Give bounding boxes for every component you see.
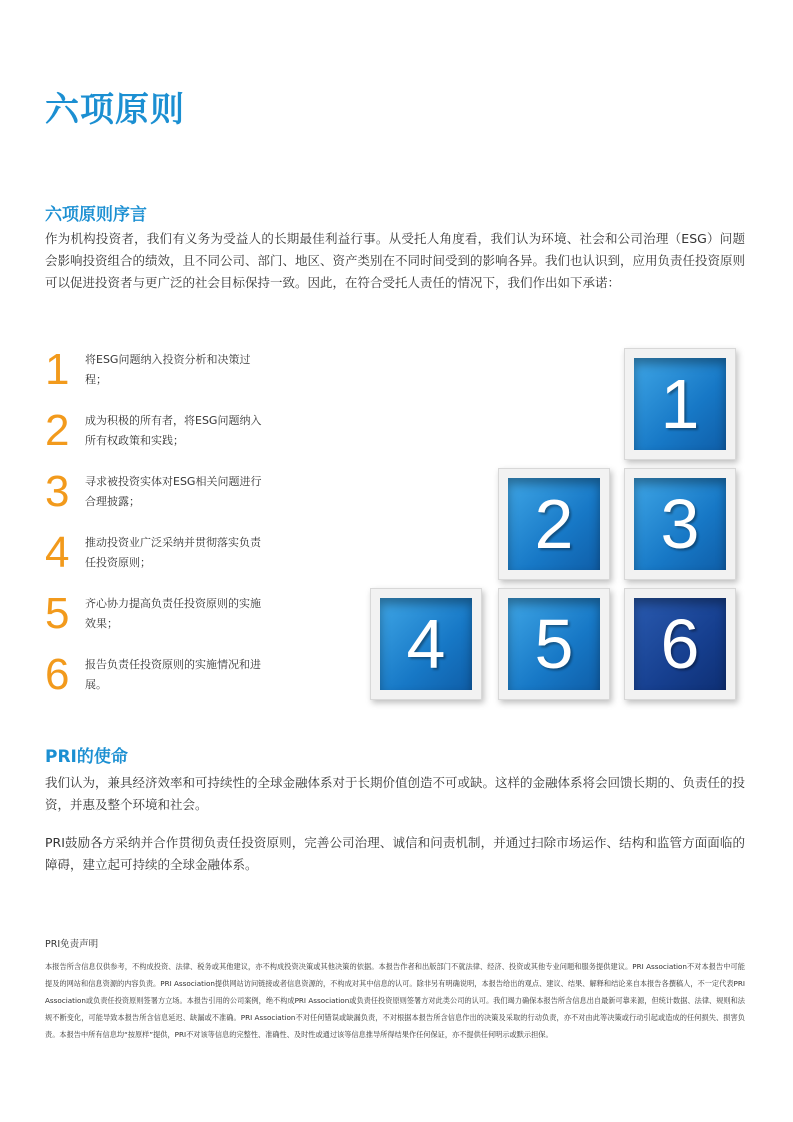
principle-text: 将ESG问题纳入投资分析和决策过程； — [85, 353, 251, 386]
preamble-heading: 六项原则序言 — [45, 205, 147, 225]
page-title: 六项原则 — [45, 90, 185, 130]
mission-heading: PRI的使命 — [45, 747, 128, 767]
principle-text: 齐心协力提高负责任投资原则的实施效果； — [85, 597, 261, 630]
principle-text: 报告负责任投资原则的实施情况和进展。 — [85, 658, 261, 691]
principle-text: 推动投资业广泛采纳并贯彻落实负责任投资原则； — [85, 536, 261, 569]
principle-number: 6 — [45, 650, 70, 699]
block-digit: 3 — [634, 478, 726, 570]
principle-number: 5 — [45, 589, 70, 638]
number-block-1 — [624, 348, 736, 460]
block-digit: 6 — [634, 598, 726, 690]
block-digit: 1 — [634, 358, 726, 450]
principle-item — [45, 345, 275, 409]
principle-item — [45, 650, 275, 714]
mission-paragraph-1: 我们认为，兼具经济效率和可持续性的全球金融体系对于长期价值创造不可或缺。这样的金融体系将会回馈长期的、负责任的投资，并惠及整个环境和社会。 — [45, 775, 746, 812]
principle-item — [45, 467, 275, 531]
number-block-3 — [624, 468, 736, 580]
principle-item — [45, 406, 275, 470]
disclaimer-title: PRI免责声明 — [45, 939, 99, 950]
principle-item — [45, 589, 275, 653]
block-digit: 5 — [508, 598, 600, 690]
principle-number: 3 — [45, 467, 70, 516]
preamble-text: 作为机构投资者，我们有义务为受益人的长期最佳利益行事。从受托人角度看，我们认为环境、社会和公司治理（ESG）问题会影响投资组合的绩效，且不同公司、部门、地区、资产类别在不同时间受到的影响各异。我们也认识到，应用负责任投资原则可以促进投资者与更广泛的社会目标保持一致。因此，在符合受托人责任的情况下，我们作出如下承诺： — [45, 231, 746, 290]
principle-number: 4 — [45, 528, 70, 577]
mission-paragraph-2: PRI鼓励各方采纳并合作贯彻负责任投资原则，完善公司治理、诚信和问责机制，并通过扫除市场运作、结构和监管方面面临的障碍，建立起可持续的全球金融体系。 — [45, 835, 745, 872]
number-block-2 — [498, 468, 610, 580]
principle-number: 2 — [45, 406, 70, 455]
block-digit: 4 — [380, 598, 472, 690]
principle-text: 成为积极的所有者，将ESG问题纳入所有权政策和实践； — [85, 414, 262, 447]
number-block-5 — [498, 588, 610, 700]
disclaimer-text: 本报告所含信息仅供参考，不构成投资、法律、税务或其他建议，亦不构成投资决策或其他决策的依据。本报告作者和出版部门不就法律、经济、投资或其他专业问题和服务提供建议。PRI Association不对本报告中可能提及的网站和信息资源的内容负责。PRI Association提供网站访问链接或者信息资源的，不构成对其中信息的认可。除非另有明确说明，本报告给出的观点、建议、结果、解释和结论来自本报告各撰稿人，不一定代表PRI Association或负责任投资原则签署方立场。本报告引用的公司案例，绝不构成PRI Association或负责任投资原则签署方对此类公司的认可。我们竭力确保本报告所含信息出自最新可靠来源，但统计数据、法律、规则和法规不断变化，可能导致本报告所含信息延迟、缺漏或不准确。PRI Association不对任何错误或缺漏负责，不对根据本报告所含信息作出的决策及采取的行动负责，亦不对由此等决策或行动引起或造成的任何损失、损害负责。本报告中所有信息均“按原样”提供，PRI不对该等信息的完整性、准确性、及时性或通过该等信息推导所得结果作任何保证，亦不提供任何明示或默示担保。 — [45, 962, 745, 1039]
block-digit: 2 — [508, 478, 600, 570]
principle-text: 寻求被投资实体对ESG相关问题进行合理披露； — [85, 475, 262, 508]
principles-list — [45, 345, 275, 714]
numbered-blocks-illustration — [406, 340, 740, 700]
principle-item — [45, 528, 275, 592]
number-block-4 — [370, 588, 482, 700]
number-block-6 — [624, 588, 736, 700]
principle-number: 1 — [45, 345, 70, 394]
